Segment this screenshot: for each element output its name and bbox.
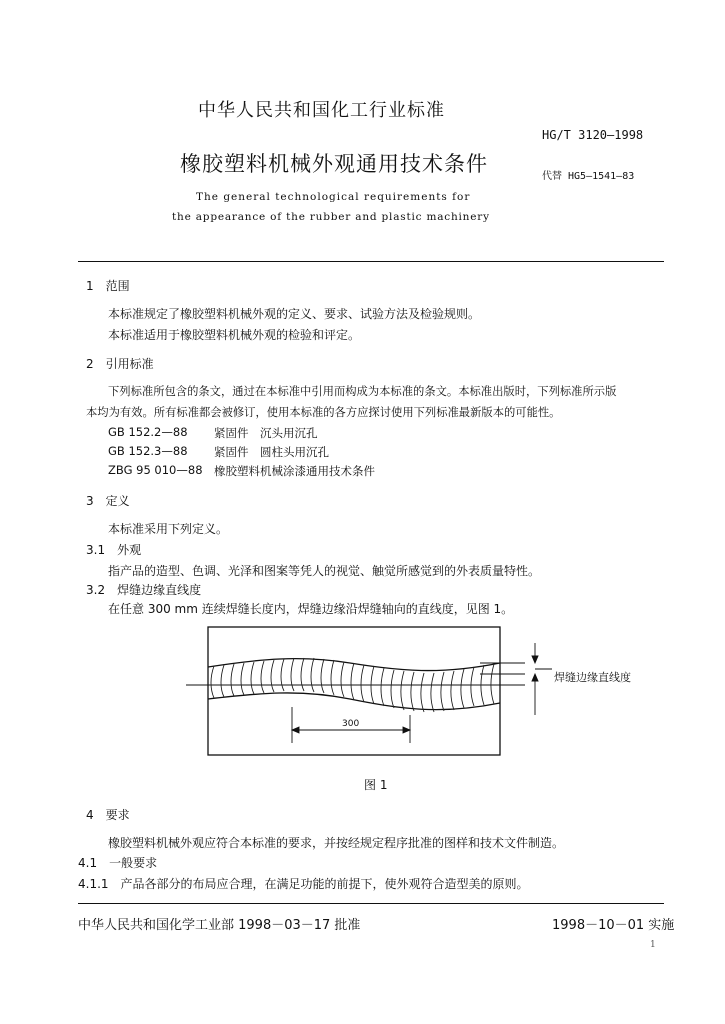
reference-name: 橡胶塑料机械涂漆通用技术条件 xyxy=(214,464,375,478)
reference-name: 紧固件 沉头用沉孔 xyxy=(214,426,318,440)
replaces-standard: 代替 HG5—1541—83 xyxy=(542,171,635,182)
page-number: 1 xyxy=(650,940,656,950)
section-4-heading: 4 要求 xyxy=(86,808,130,822)
section-3-2-text: 在任意 300 mm 连续焊缝长度内，焊缝边缘沿焊缝轴向的直线度，见图 1。 xyxy=(108,602,514,616)
section-3-1-heading: 3.1 外观 xyxy=(86,543,142,557)
figure-caption: 图 1 xyxy=(364,778,388,792)
base-plate-outline xyxy=(208,627,500,755)
section-1-heading: 1 范围 xyxy=(86,279,130,293)
reference-code: GB 152.2—88 xyxy=(108,425,188,439)
english-title-line-2: the appearance of the rubber and plastic machinery xyxy=(172,211,490,223)
section-4-1-heading: 4.1 一般要求 xyxy=(78,856,158,870)
weld-straightness-figure xyxy=(180,615,660,765)
section-1-paragraph-2: 本标准适用于橡胶塑料机械外观的检验和评定。 xyxy=(108,328,361,342)
standard-code: HG/T 3120—1998 xyxy=(542,128,644,142)
approval-note: 中华人民共和国化学工业部 1998－03－17 批准 xyxy=(78,918,361,933)
issuing-body-title: 中华人民共和国化工行业标准 xyxy=(198,100,445,121)
header-divider xyxy=(78,261,664,262)
page-title: 橡胶塑料机械外观通用技术条件 xyxy=(180,152,488,176)
section-3-1-text: 指产品的造型、色调、光泽和图案等凭人的视觉、触觉所感觉到的外表质量特性。 xyxy=(108,564,541,578)
section-4-paragraph: 橡胶塑料机械外观应符合本标准的要求，并按经规定程序批准的图样和技术文件制造。 xyxy=(108,836,565,850)
section-3-paragraph: 本标准采用下列定义。 xyxy=(108,522,229,536)
implementation-date: 1998－10－01 实施 xyxy=(552,918,675,933)
figure-callout-label: 焊缝边缘直线度 xyxy=(554,671,631,684)
reference-name: 紧固件 圆柱头用沉孔 xyxy=(214,445,329,459)
section-3-2-heading: 3.2 焊缝边缘直线度 xyxy=(86,583,202,597)
section-2-paragraph-line-2: 本均为有效。所有标准都会被修订，使用本标准的各方应探讨使用下列标准最新版本的可能性。 xyxy=(86,406,561,419)
section-2-heading: 2 引用标准 xyxy=(86,357,154,371)
section-1-paragraph-1: 本标准规定了橡胶塑料机械外观的定义、要求、试验方法及检验规则。 xyxy=(108,307,481,321)
footer-divider xyxy=(78,903,664,904)
english-title-line-1: The general technological requirements for xyxy=(196,191,471,203)
reference-code: GB 152.3—88 xyxy=(108,444,188,458)
reference-code: ZBG 95 010—88 xyxy=(108,463,203,477)
section-2-paragraph-line-1: 下列标准所包含的条文，通过在本标准中引用而构成为本标准的条文。本标准出版时，下列标准所示版 xyxy=(108,385,617,398)
section-3-heading: 3 定义 xyxy=(86,494,130,508)
section-4-1-1-text: 4.1.1 产品各部分的布局应合理，在满足功能的前提下，使外观符合造型美的原则。 xyxy=(78,877,529,891)
weld-lower-edge xyxy=(208,693,500,710)
dimension-label: 300 xyxy=(342,719,360,729)
